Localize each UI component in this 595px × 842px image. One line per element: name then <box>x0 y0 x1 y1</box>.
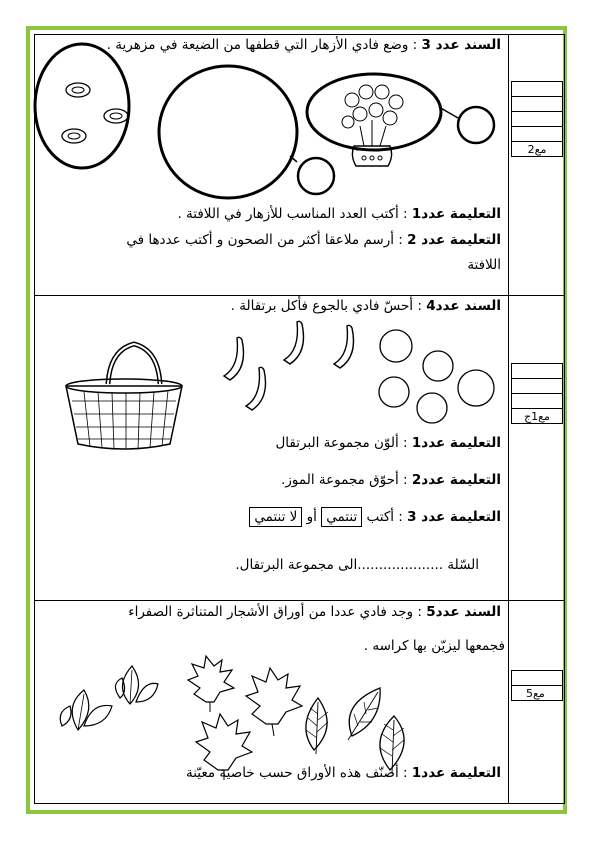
score-code: مع5 <box>511 685 563 701</box>
instruction-label: التعليمة عدد1 <box>411 765 501 781</box>
document-label: السند عدد5 <box>426 604 501 620</box>
spoons-count-sign <box>298 158 334 194</box>
fill-in-blank-sentence: السّلة ....................الى مجموعة البرتقال. <box>235 557 479 573</box>
plate-icon <box>62 129 86 143</box>
leaf-icon <box>348 688 380 740</box>
document-text: فجمعها ليزيّن بها كراسه . <box>363 638 505 654</box>
instruction-label: التعليمة عدد 2 <box>407 232 501 248</box>
banana-icon <box>246 367 266 410</box>
row-divider <box>34 600 565 601</box>
maple-leaf-icon <box>246 668 302 736</box>
table-border <box>34 803 565 804</box>
section-3-illustration <box>34 602 508 762</box>
section-3-instruction-1 <box>186 765 501 781</box>
banana-icon <box>284 321 304 364</box>
banana-icon <box>224 337 244 380</box>
score-column-divider <box>508 34 509 804</box>
score-code: مع1ج <box>511 408 563 424</box>
choice-not-belongs: لا تنتمي <box>249 507 302 527</box>
table-border <box>564 34 565 804</box>
document-label: السند عدد 3 <box>421 37 501 53</box>
flower-vase-icon <box>342 85 403 166</box>
score-code: مع2 <box>511 141 563 157</box>
instruction-text: : أحوّق مجموعة الموز. <box>281 472 408 488</box>
section-2-instruction-2 <box>281 472 501 488</box>
worksheet <box>34 34 565 804</box>
section-2-illustration <box>34 296 508 426</box>
maple-leaf-icon <box>188 656 234 712</box>
leaf-icon <box>306 698 328 754</box>
section-3-score-box <box>511 671 563 701</box>
instruction-label: التعليمة عدد1 <box>411 206 501 222</box>
orange-icon <box>379 377 409 407</box>
instruction-text: : أكتب العدد المناسب للأزهار في اللافتة . <box>177 206 408 222</box>
section-2-fill-sentence <box>235 557 479 573</box>
section-1-illustration <box>34 34 508 214</box>
section-2-instruction-3 <box>249 509 501 525</box>
instruction-text: : ألوّن مجموعة البرتقال <box>275 435 408 451</box>
orange-icon <box>417 393 447 423</box>
choice-belongs: تنتمي <box>321 507 362 527</box>
section-1-instruction-1 <box>177 206 501 222</box>
instruction-label: التعليمة عدد1 <box>411 435 501 451</box>
orange-icon <box>380 330 412 362</box>
section-1-score-box <box>511 82 563 157</box>
section-1-instruction-2 <box>126 232 501 248</box>
leaf-icon <box>60 690 112 730</box>
choice-or: أو <box>306 509 317 525</box>
basket-icon <box>66 344 182 449</box>
spoons-circle <box>159 66 297 198</box>
plates-circle <box>35 44 129 168</box>
instruction-text: : أرسم ملاعقا أكثر من الصحون و أكتب عددها في <box>126 232 403 248</box>
flowers-circle <box>307 74 441 150</box>
document-text: : وجد فادي عددا من أوراق الأشجار المتناثرة الصفراء <box>128 604 422 620</box>
instruction-text: : أصنّف هذه الأوراق حسب خاصية معيّنة <box>186 765 408 781</box>
orange-icon <box>423 351 453 381</box>
document-text: : أحسّ فادي بالجوع فأكل برتقالة . <box>230 298 422 314</box>
instruction-label: التعليمة عدد 3 <box>407 509 501 525</box>
flowers-count-sign <box>458 107 494 143</box>
plate-icon <box>104 109 128 123</box>
section-2-score-box <box>511 364 563 424</box>
banana-icon <box>334 325 354 368</box>
section-1-instruction-2-continued <box>467 257 501 273</box>
plate-icon <box>66 83 90 97</box>
instruction-text: : أكتب <box>366 509 403 525</box>
orange-icon <box>458 370 494 406</box>
instruction-text: اللافتة <box>467 257 501 273</box>
document-text: : وضع فادي الأزهار التي قطفها من الضيعة في مزهرية . <box>106 37 418 53</box>
instruction-label: التعليمة عدد2 <box>411 472 501 488</box>
document-label: السند عدد4 <box>426 298 501 314</box>
leaf-icon <box>115 666 158 704</box>
section-2-instruction-1 <box>275 435 501 451</box>
